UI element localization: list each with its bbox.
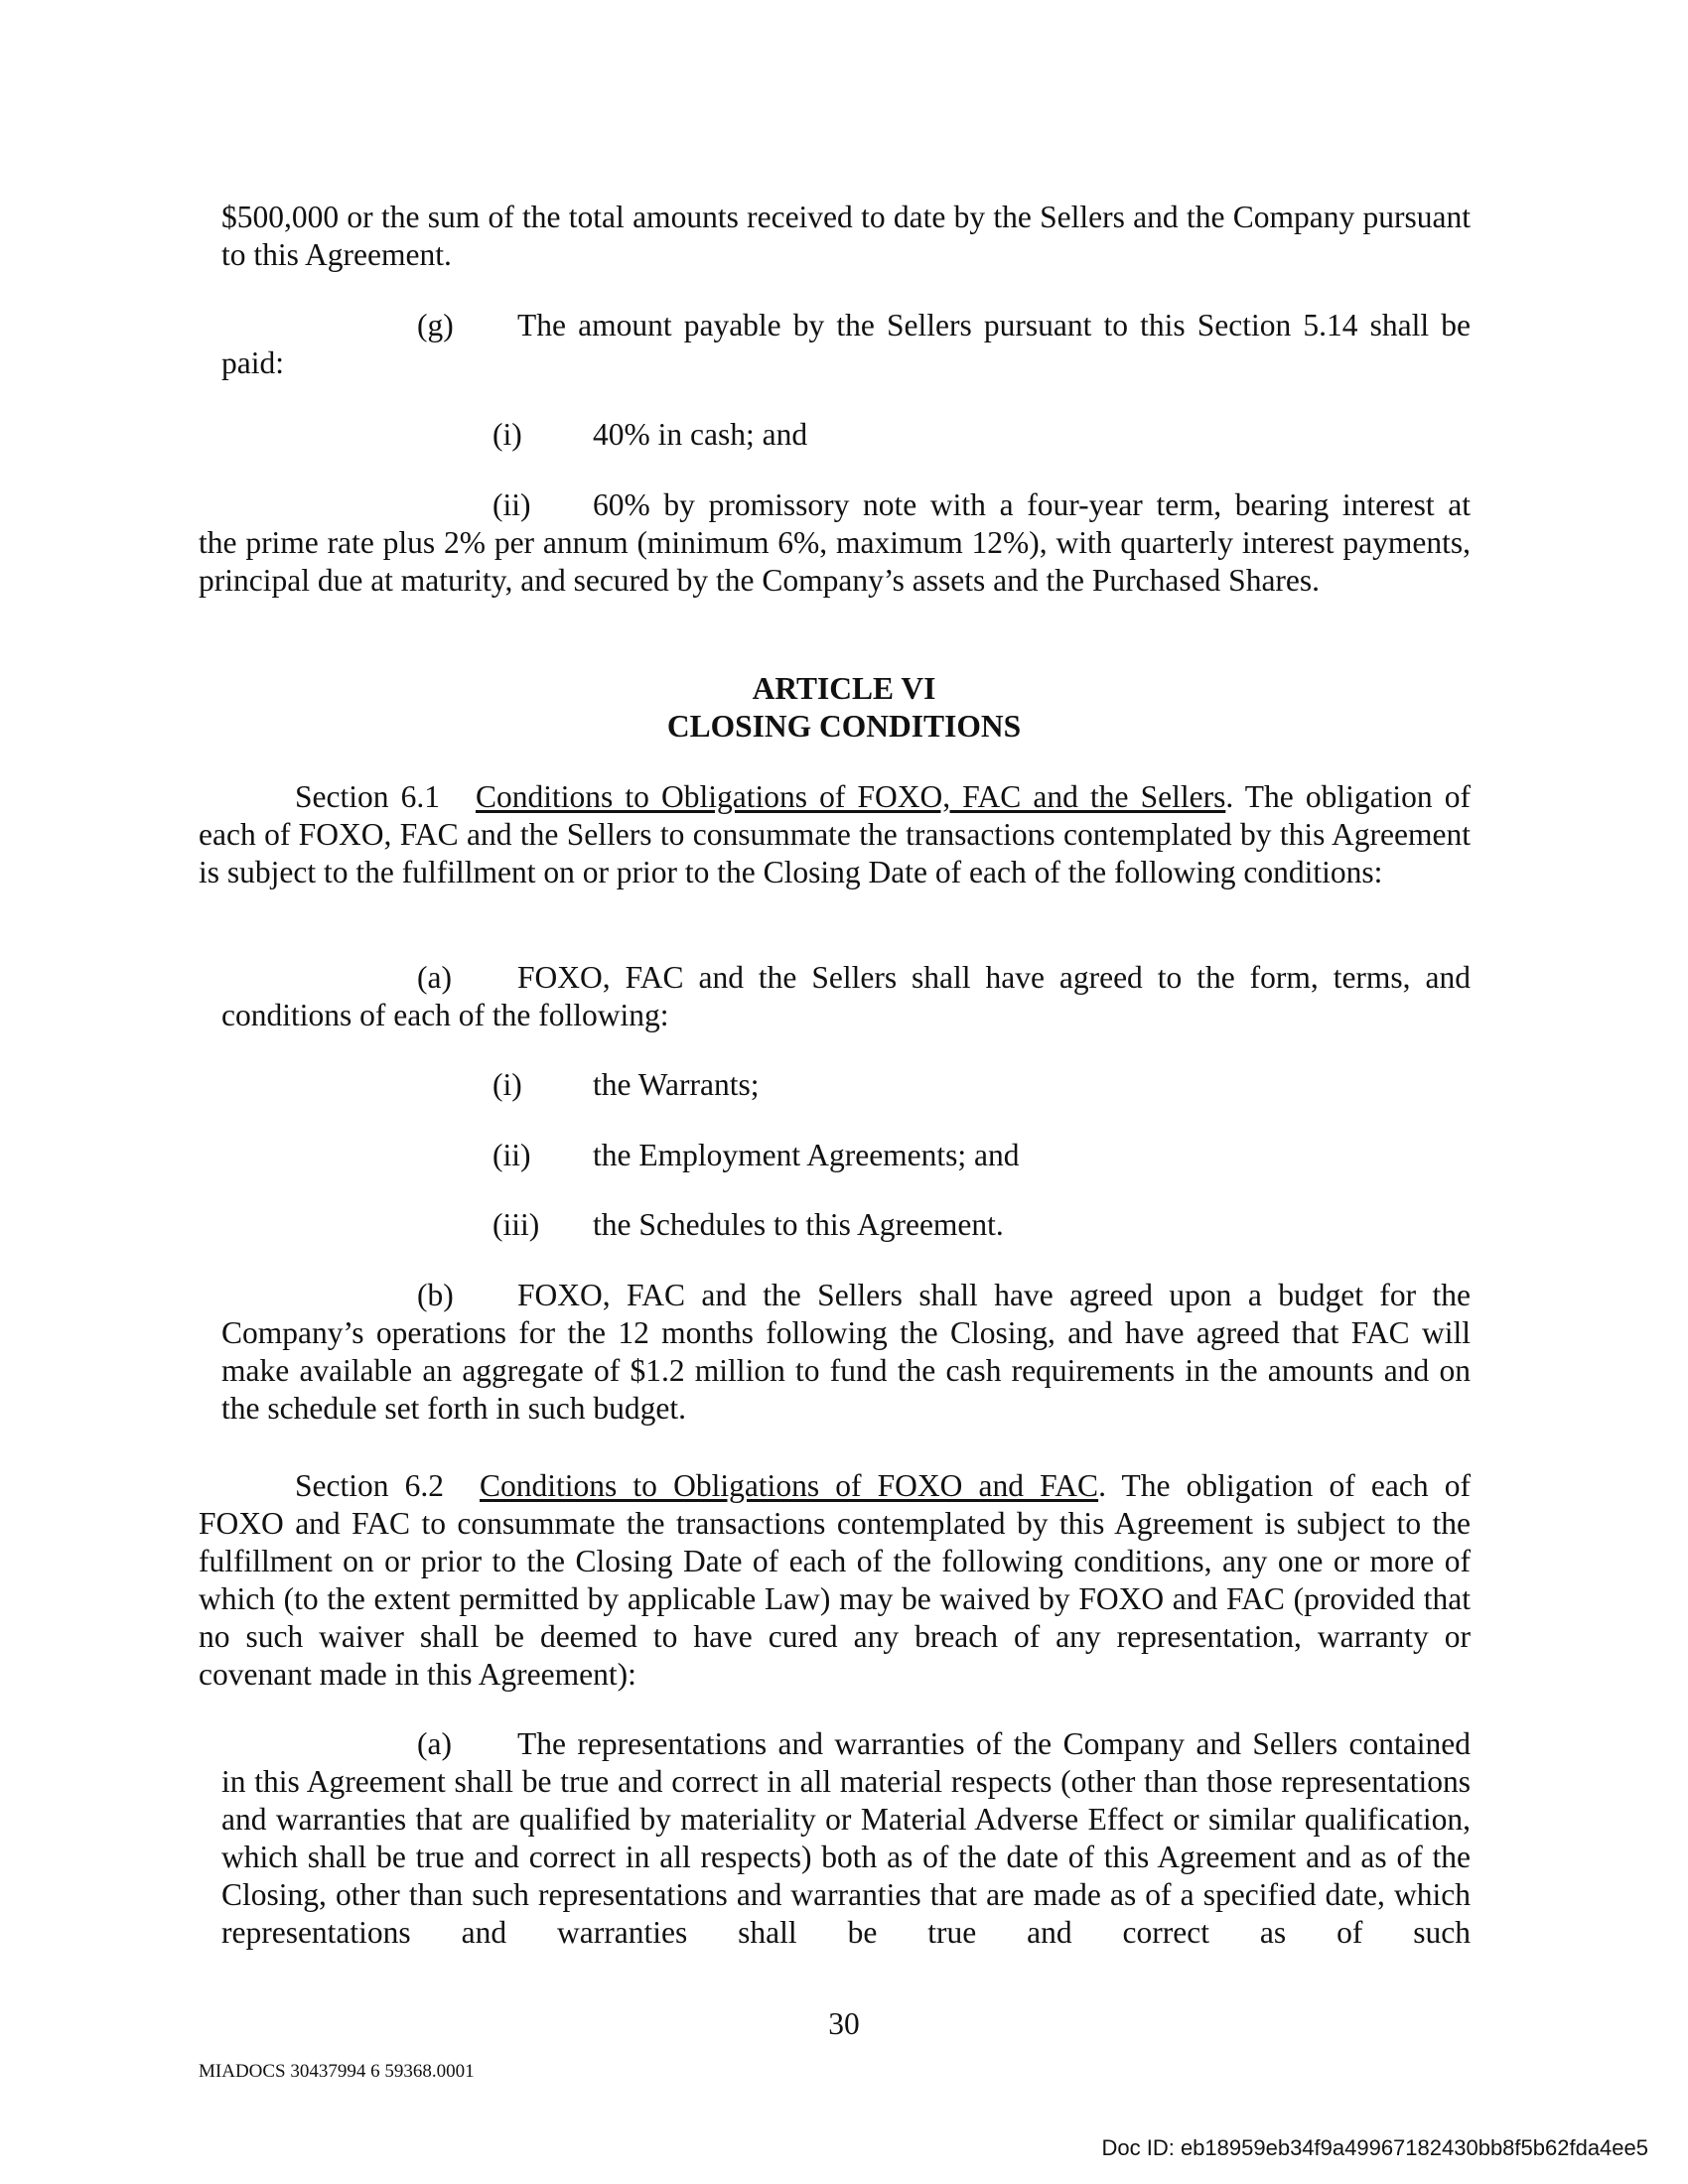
section-6-1-text: each of FOXO, FAC and the Sellers to consummate the transactions contemplated by this Agreement is subject to the fulfillment on or prior to the Closing Date of each of the following conditions: <box>199 817 1471 889</box>
section-6-1-b-text-cont: Company’s operations for the 12 months following the Closing, and have agreed that FAC will make available an aggregate of $1.2 million to fund the cash requirements in the amounts and on the schedule set forth in such budget. <box>221 1315 1471 1426</box>
clause-g-i-text: 40% in cash; and <box>593 417 808 452</box>
section-6-1-b-text: FOXO, FAC and the Sellers shall have agreed upon a budget for the <box>517 1278 1471 1312</box>
section-6-1-a-ii-label: (ii) <box>492 1138 531 1172</box>
section-6-1-b-label: (b) <box>417 1278 454 1312</box>
clause-g-label: (g) <box>417 308 454 342</box>
section-6-2-a-text-cont: in this Agreement shall be true and correct in all material respects (other than those representations and warranties that are qualified by materiality or Material Adverse Effect or similar qualification, which shall be true and correct in all respects) both as of the date of this Agreement and as of the Closing, other than such representations and warranties that are made as of a specified date, which representations and warranties shall be true and correct as of such <box>221 1764 1471 1950</box>
section-6-2-a-label: (a) <box>417 1726 452 1761</box>
section-6-1-a-ii-text: the Employment Agreements; and <box>593 1138 1020 1172</box>
carryover-paragraph: $500,000 or the sum of the total amounts received to date by the Sellers and the Company pursuant to this Agreement. <box>221 200 1471 272</box>
section-6-2-text: FOXO and FAC to consummate the transactions contemplated by this Agreement is subject to the fulfillment on or prior to the Closing Date of each of the following conditions, any one or more of which (to the extent permitted by applicable Law) may be waived by FOXO and FAC (provided that no such waiver shall be deemed to have cured any breach of any representation, warranty or covenant made in this Agreement): <box>199 1506 1471 1692</box>
footer-document-id: MIADOCS 30437994 6 59368.0001 <box>199 2061 475 2082</box>
clause-g-ii-label: (ii) <box>492 487 531 522</box>
section-6-1-label: Section 6.1 <box>295 779 440 814</box>
section-6-2-first-line <box>295 1467 1471 1505</box>
section-6-1-a-i-text: the Warrants; <box>593 1067 760 1102</box>
section-6-1-text-first: . The obligation of <box>1225 779 1471 814</box>
section-6-1-a-i-label: (i) <box>492 1067 522 1102</box>
page-number: 30 <box>828 2006 860 2041</box>
article-title: CLOSING CONDITIONS <box>666 709 1022 744</box>
clause-g-ii-text-cont: the prime rate plus 2% per annum (minimum 6%, maximum 12%), with quarterly interest payments, principal due at maturity, and secured by the Company’s assets and the Purchased Shares. <box>199 525 1471 598</box>
section-6-1-a-text-cont: conditions of each of the following: <box>221 998 669 1032</box>
clause-g-text: The amount payable by the Sellers pursuant to this Section 5.14 shall be <box>517 308 1471 342</box>
section-6-1-first-line <box>295 778 1471 816</box>
section-6-2-a-text: The representations and warranties of the Company and Sellers contained <box>517 1726 1471 1761</box>
section-6-2-heading: Conditions to Obligations of FOXO and FAC <box>480 1468 1099 1503</box>
doc-id-stamp: Doc ID: eb18959eb34f9a49967182430bb8f5b62fda4ee5 <box>1101 2135 1648 2160</box>
section-6-1-a-iii-text: the Schedules to this Agreement. <box>593 1207 1004 1242</box>
clause-g-text-cont: paid: <box>221 345 284 380</box>
section-6-2-text-first: . The obligation of each of <box>1098 1468 1471 1503</box>
section-6-1-a-iii-label: (iii) <box>492 1207 540 1242</box>
clause-g-ii-text: 60% by promissory note with a four-year term, bearing interest at <box>593 487 1471 522</box>
section-6-1-a-text: FOXO, FAC and the Sellers shall have agreed to the form, terms, and <box>517 960 1471 995</box>
section-6-1-a-label: (a) <box>417 960 452 995</box>
clause-g-i-label: (i) <box>492 417 522 452</box>
section-6-1-heading: Conditions to Obligations of FOXO, FAC and the Sellers <box>476 779 1226 814</box>
article-number: ARTICLE VI <box>752 671 936 706</box>
section-6-2-label: Section 6.2 <box>295 1468 445 1503</box>
